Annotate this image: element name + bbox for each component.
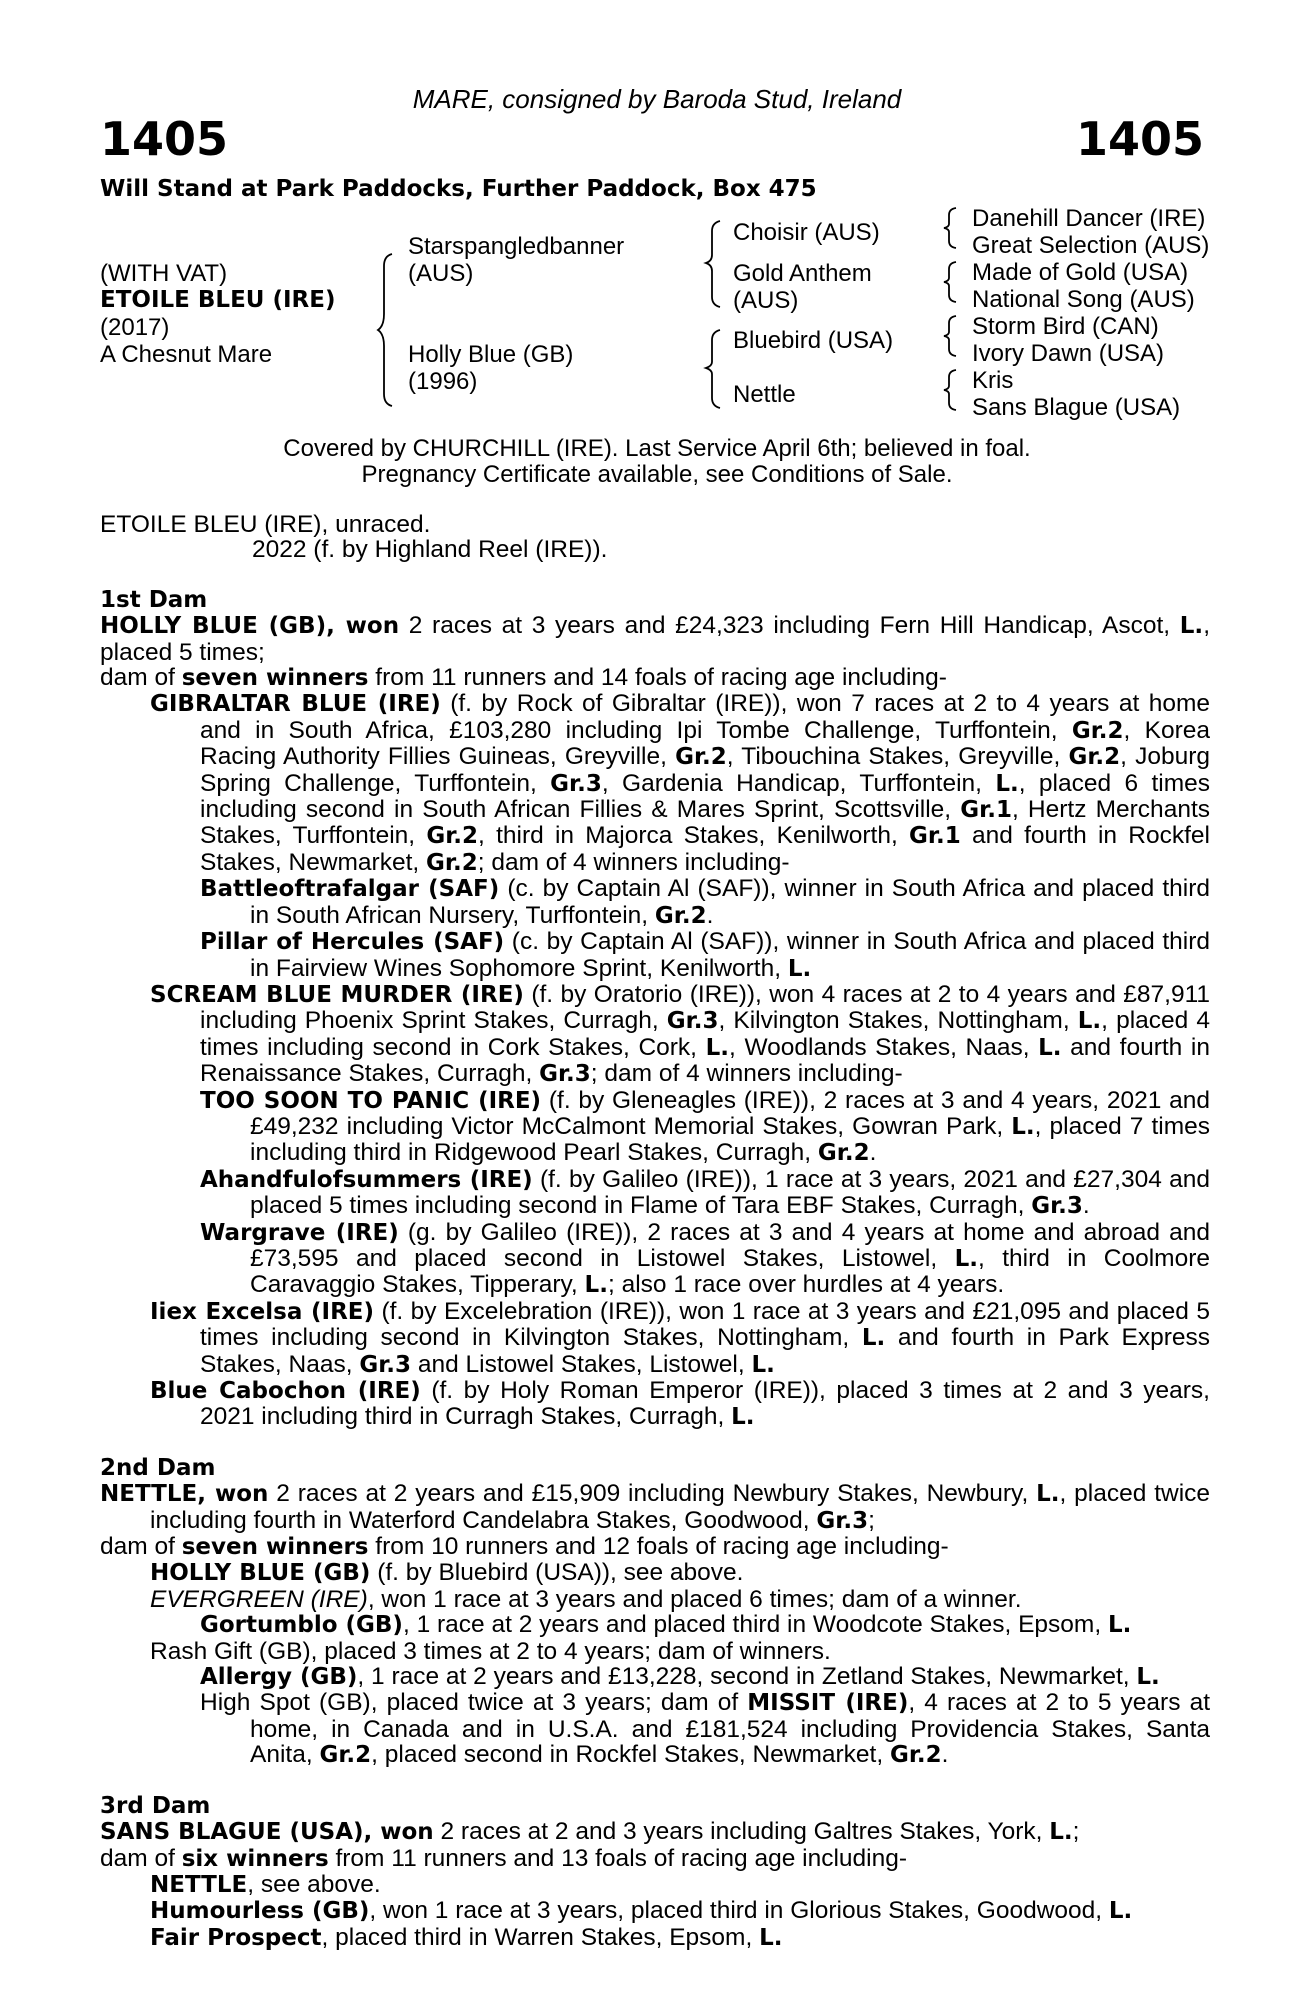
first-dam-entry: [100, 929, 1210, 982]
text-run: , Woodlands Stakes, Naas,: [729, 1033, 1039, 1061]
text-run: (c. by Captain Al (SAF)), winner in South Africa and placed third in Fairview Wines Sophomore Sprint, Kenilworth,: [250, 928, 1210, 982]
bold-text-run: NETTLE: [150, 1871, 248, 1898]
text-run: , Gardenia Handicap, Turffontein,: [601, 769, 996, 797]
third-dam-entry: [100, 1925, 1210, 1951]
bold-text-run: Gr.2: [817, 1140, 870, 1167]
text-run: ;: [868, 1506, 875, 1534]
stand-location: Will Stand at Park Paddocks, Further Paddock, Box 475: [100, 176, 817, 202]
gen4-item: Kris: [972, 367, 1014, 394]
pedigree-bracket-g4-2: [942, 259, 958, 305]
second-dam-entry: [100, 1639, 1210, 1664]
gen4-item: National Song (AUS): [972, 286, 1195, 313]
bold-text-run: L.: [1108, 1898, 1133, 1925]
text-run: , placed 4 times including second in Cork Stakes, Cork,: [200, 1007, 1210, 1061]
consignment-line: MARE, consigned by Baroda Stud, Ireland: [412, 84, 902, 114]
bold-text-run: Pillar of Hercules (SAF): [200, 929, 505, 956]
text-run: , Tibouchina Stakes, Greyville,: [726, 743, 1069, 771]
bold-text-run: L.: [1179, 613, 1204, 640]
text-run: ; dam of 4 winners including-: [477, 848, 790, 876]
text-run: , won 1 race at 3 years and placed 6 times; dam of a winner.: [367, 1585, 1022, 1613]
text-run: , placed 7 times including third in Ridgewood Pearl Stakes, Curragh,: [250, 1112, 1210, 1167]
pedigree-bracket-main: [376, 250, 396, 410]
bold-text-run: Fair Prospect: [150, 1924, 322, 1951]
first-dam-entry: [100, 691, 1210, 876]
bold-text-run: HOLLY BLUE (GB), won: [100, 613, 400, 640]
text-run: (f. by Gleneagles (IRE)), 2 races at 3 and 4 years, 2021 and £49,232 including Victor McCalmont Memorial Stakes, Gowran Park,: [250, 1086, 1211, 1140]
bold-text-run: TOO SOON TO PANIC (IRE): [200, 1087, 542, 1114]
text-run: dam of: [100, 1844, 182, 1872]
text-run: (f. by Holy Roman Emperor (IRE)), placed 3 times at 2 and 3 years, 2021 including third in Curragh Stakes, Curragh,: [200, 1377, 1210, 1431]
third-dam-entry: [100, 1898, 1210, 1924]
pedigree-bracket-g4-1: [942, 205, 958, 251]
bold-text-run: Gr.3: [550, 770, 602, 797]
dam-dam: Nettle: [733, 381, 796, 408]
bold-text-run: Gr.2: [426, 823, 479, 850]
gen4-item: Great Selection (AUS): [972, 232, 1210, 259]
text-run: , placed third in Warren Stakes, Epsom,: [321, 1923, 760, 1951]
bold-text-run: Gr.3: [1031, 1193, 1083, 1220]
bold-text-run: Gortumblo (GB): [200, 1612, 403, 1639]
bold-text-run: L.: [1011, 1113, 1035, 1140]
second-dam-entry: [100, 1690, 1210, 1768]
bold-text-run: L.: [705, 1034, 730, 1061]
bold-text-run: L.: [1077, 1008, 1102, 1035]
sire-line2: (AUS): [408, 260, 474, 287]
text-run: .: [941, 1741, 949, 1769]
bold-text-run: Gr.2: [426, 849, 478, 876]
bold-text-run: Gr.2: [675, 744, 727, 771]
bold-text-run: Gr.2: [889, 1742, 942, 1769]
lot-number-left: 1405: [100, 112, 229, 166]
first-dam-entry: [100, 876, 1210, 929]
text-run: ;: [1072, 1818, 1080, 1846]
text-run: dam of: [100, 1533, 182, 1561]
bold-text-run: L.: [731, 1404, 755, 1431]
text-run: ; also 1 race over hurdles at 4 years.: [607, 1271, 1005, 1299]
bold-text-run: Battleoftrafalgar (SAF): [200, 876, 500, 903]
text-run: from 11 runners and 14 foals of racing age including-: [368, 664, 947, 692]
first-dam-entry: [100, 1299, 1210, 1378]
gen4-item: Made of Gold (USA): [972, 259, 1189, 286]
bold-text-run: Ahandfulofsummers (IRE): [200, 1166, 533, 1193]
bold-text-run: Gr.3: [359, 1351, 412, 1378]
text-run: (f. by Galileo (IRE)), 1 race at 3 years, 2021 and £27,304 and placed 5 times including second in Flame of Tara EBF Stakes, Curragh,: [250, 1165, 1210, 1220]
bold-text-run: Blue Cabochon (IRE): [150, 1378, 421, 1404]
bold-text-run: Gr.2: [1071, 717, 1124, 744]
produce-line-2: 2022 (f. by Highland Reel (IRE)).: [252, 536, 608, 564]
text-run: , third in Coolmore Caravaggio Stakes, Tipperary,: [250, 1244, 1210, 1299]
first-dam-entry: [100, 1167, 1210, 1220]
horse-year: (2017): [100, 314, 170, 341]
text-run: .: [706, 901, 714, 929]
text-run: 2 races at 2 years and £15,909 including Newbury Stakes, Newbury,: [268, 1480, 1037, 1508]
text-run: 2 races at 2 and 3 years including Galtres Stakes, York,: [433, 1818, 1050, 1846]
text-run: (f. by Excelebration (IRE)), won 1 race at 3 years and £21,095 and placed 5 times including second in Kilvington Stakes, Nottingham,: [200, 1297, 1210, 1352]
pedigree-bracket-sire: [704, 217, 724, 309]
covered-line-2: Pregnancy Certificate available, see Conditions of Sale.: [361, 461, 953, 488]
bold-text-run: Gr.2: [1068, 744, 1121, 771]
text-run: 2 races at 3 years and £24,323 including Fern Hill Handicap, Ascot,: [399, 612, 1180, 640]
text-run: , placed 5 times;: [100, 612, 1210, 666]
first-dam-heading: 1st Dam: [100, 586, 208, 613]
text-run: Rash Gift (GB), placed 3 times at 2 to 4 years; dam of winners.: [150, 1637, 831, 1665]
first-dam-damof: [100, 665, 1210, 691]
bold-text-run: HOLLY BLUE (GB): [150, 1560, 371, 1587]
gen4-item: Danehill Dancer (IRE): [972, 205, 1206, 232]
bold-text-run: SCREAM BLUE MURDER (IRE): [150, 981, 524, 1008]
text-run: , third in Majorca Stakes, Kenilworth,: [478, 822, 910, 850]
text-run: (f. by Bluebird (USA)), see above.: [370, 1559, 744, 1587]
bold-text-run: Gr.1: [909, 823, 961, 850]
gen4-item: Sans Blague (USA): [972, 394, 1181, 421]
second-dam-entry: [100, 1664, 1210, 1690]
bold-text-run: Humourless (GB): [150, 1898, 370, 1925]
text-run: and fourth in Rockfel Stakes, Newmarket,: [200, 822, 1210, 876]
text-run: , Korea Racing Authority Fillies Guineas, Greyville,: [200, 716, 1210, 771]
sire-line1: Starspangledbanner: [408, 233, 625, 260]
bold-text-run: Gr.3: [816, 1507, 869, 1534]
bold-text-run: seven winners: [181, 665, 369, 692]
text-run: and Listowel Stakes, Listowel,: [411, 1350, 752, 1378]
third-dam-damof: [100, 1846, 1210, 1872]
text-run: .: [869, 1139, 877, 1167]
dam-line2: (1996): [408, 368, 478, 395]
text-run: , placed twice including fourth in Waterford Candelabra Stakes, Goodwood,: [150, 1480, 1211, 1534]
bold-text-run: Iiex Excelsa (IRE): [150, 1298, 375, 1325]
sire-dam-line1: Gold Anthem: [733, 260, 872, 287]
third-dam-entry: [100, 1872, 1210, 1898]
bold-text-run: L.: [759, 1924, 783, 1951]
catalogue-body: [100, 512, 1210, 1951]
first-dam-entry: [100, 982, 1210, 1088]
bold-text-run: L.: [995, 770, 1019, 797]
third-dam-summary: [100, 1819, 1210, 1845]
second-dam-damof: [100, 1534, 1210, 1560]
bold-text-run: Gr.3: [666, 1008, 719, 1035]
bold-text-run: L.: [861, 1325, 886, 1352]
bold-text-run: L.: [1136, 1664, 1160, 1691]
third-dam-heading: 3rd Dam: [100, 1792, 211, 1819]
bold-text-run: L.: [1036, 1481, 1060, 1508]
second-dam-entry: [100, 1560, 1210, 1586]
covered-line-1: Covered by CHURCHILL (IRE). Last Service April 6th; believed in foal.: [283, 435, 1031, 462]
text-run: , won 1 race at 3 years, placed third in Glorious Stakes, Goodwood,: [369, 1897, 1109, 1925]
bold-text-run: Gr.3: [539, 1061, 591, 1088]
text-run: , placed second in Rockfel Stakes, Newmarket,: [371, 1741, 890, 1769]
first-dam-summary: [100, 613, 1210, 665]
first-dam-entry: [100, 1378, 1210, 1431]
lot-number-right: 1405: [1075, 112, 1204, 166]
text-run: and fourth in Park Express Stakes, Naas,: [200, 1324, 1210, 1378]
text-run: , 4 races at 2 to 5 years at home, in Canada and in U.S.A. and £181,524 including Providencia Stakes, Santa Anita,: [250, 1689, 1210, 1769]
text-run: (c. by Captain Al (SAF)), winner in South Africa and placed third in South African Nursery, Turffontein,: [250, 875, 1210, 929]
gen4-item: Storm Bird (CAN): [972, 313, 1159, 340]
bold-text-run: L.: [1049, 1819, 1073, 1846]
pedigree-bracket-g4-3: [942, 313, 958, 359]
text-run: , 1 race at 2 years and £13,228, second in Zetland Stakes, Newmarket,: [357, 1663, 1137, 1691]
text-run: , 1 race at 2 years and placed third in Woodcote Stakes, Epsom,: [402, 1611, 1108, 1639]
text-run: , Joburg Spring Challenge, Turffontein,: [200, 743, 1210, 797]
text-run: from 11 runners and 13 foals of racing age including-: [328, 1844, 908, 1872]
sire-sire: Choisir (AUS): [733, 219, 880, 246]
bold-text-run: L.: [1107, 1612, 1132, 1639]
bold-text-run: Gr.2: [319, 1742, 372, 1769]
sire-dam-line2: (AUS): [733, 287, 799, 314]
bold-text-run: six winners: [181, 1845, 329, 1872]
bold-text-run: Gr.1: [960, 797, 1012, 824]
pedigree-bracket-dam: [704, 326, 724, 410]
bold-text-run: L.: [584, 1272, 608, 1299]
italic-text-run: EVERGREEN (IRE): [150, 1585, 368, 1613]
bold-text-run: SANS BLAGUE (USA), won: [100, 1819, 434, 1846]
second-dam-entry: [100, 1612, 1210, 1638]
text-run: High Spot (GB), placed twice at 3 years; dam of: [200, 1689, 748, 1717]
text-run: , Kilvington Stakes, Nottingham,: [718, 1007, 1078, 1035]
gen4-item: Ivory Dawn (USA): [972, 340, 1165, 367]
text-run: (g. by Galileo (IRE)), 2 races at 3 and 4 years at home and abroad and £73,595 and placed second in Listowel Stakes, Listowel,: [250, 1218, 1210, 1272]
text-run: and fourth in Renaissance Stakes, Curragh,: [200, 1033, 1210, 1088]
covered-note: [0, 436, 1314, 488]
produce-line-1: ETOILE BLEU (IRE), unraced.: [100, 511, 431, 538]
pedigree-bracket-g4-4: [942, 367, 958, 413]
horse-name: ETOILE BLEU (IRE): [100, 287, 336, 313]
bold-text-run: seven winners: [181, 1534, 369, 1561]
bold-text-run: MISSIT (IRE): [747, 1690, 909, 1717]
bold-text-run: Gr.2: [654, 902, 707, 929]
text-run: ; dam of 4 winners including-: [590, 1060, 903, 1088]
text-run: , see above.: [247, 1870, 381, 1898]
horse-description: A Chesnut Mare: [100, 341, 273, 368]
bold-text-run: Allergy (GB): [200, 1664, 358, 1691]
second-dam-entry: [100, 1587, 1210, 1612]
text-run: (f. by Rock of Gibraltar (IRE)), won 7 races at 2 to 4 years at home and in South Africa, £103,280 including Ipi Tombe Challenge, Turffontein,: [200, 690, 1210, 744]
bold-text-run: L.: [787, 955, 812, 982]
text-run: from 10 runners and 12 foals of racing age including-: [368, 1533, 949, 1561]
bold-text-run: L.: [1038, 1034, 1062, 1061]
dam-line1: Holly Blue (GB): [408, 341, 574, 368]
horse-vat: (WITH VAT): [100, 260, 228, 287]
text-run: , Hertz Merchants Stakes, Turffontein,: [200, 796, 1210, 850]
second-dam-summary: [100, 1481, 1210, 1534]
text-run: dam of: [100, 664, 182, 692]
text-run: (f. by Oratorio (IRE)), won 4 races at 2 to 4 years and £87,911 including Phoenix Sprint Stakes, Curragh,: [200, 980, 1210, 1035]
bold-text-run: L.: [954, 1245, 978, 1272]
first-dam-entry: [100, 1088, 1210, 1167]
dam-sire: Bluebird (USA): [733, 327, 894, 354]
bold-text-run: Wargrave (IRE): [200, 1219, 399, 1246]
second-dam-heading: 2nd Dam: [100, 1454, 216, 1481]
bold-text-run: NETTLE, won: [100, 1481, 269, 1508]
bold-text-run: L.: [751, 1351, 775, 1378]
first-dam-entry: [100, 1220, 1210, 1299]
text-run: , placed 6 times including second in South African Fillies & Mares Sprint, Scottsville,: [200, 769, 1210, 824]
bold-text-run: GIBRALTAR BLUE (IRE): [150, 691, 441, 718]
text-run: .: [1082, 1192, 1090, 1220]
